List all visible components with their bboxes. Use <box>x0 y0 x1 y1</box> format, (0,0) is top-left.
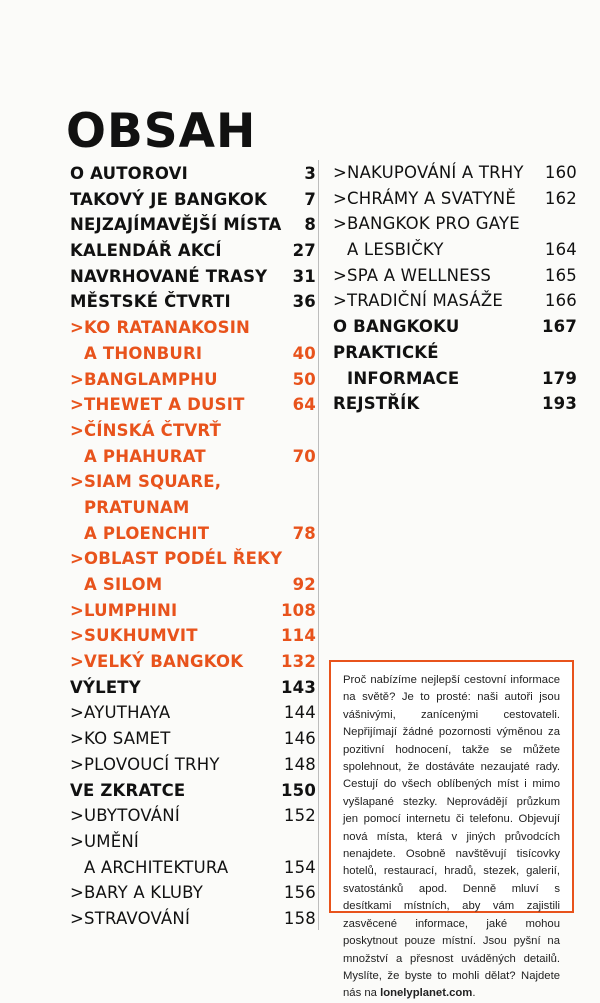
toc-entry[interactable] <box>70 803 316 829</box>
toc-page-number: 179 <box>541 368 577 388</box>
toc-entry[interactable] <box>70 572 316 598</box>
toc-entry-label: VE ZKRATCE <box>70 780 186 800</box>
toc-entry-label: >THEWET A DUSIT <box>70 395 245 415</box>
toc-page-number: 40 <box>292 343 316 363</box>
toc-page-number: 162 <box>544 188 577 208</box>
toc-entry-label: NAVRHOVANÉ TRASY <box>70 266 268 286</box>
toc-entry[interactable] <box>70 495 316 521</box>
toc-page-number: 108 <box>280 600 316 620</box>
toc-entry-label: REJSTŘÍK <box>333 394 420 414</box>
toc-entry-label: PRATUNAM <box>84 497 190 517</box>
toc-entry[interactable] <box>333 340 577 366</box>
toc-entry[interactable] <box>70 700 316 726</box>
toc-entry-label: MĚSTSKÉ ČTVRTI <box>70 292 231 312</box>
toc-page-number: 31 <box>292 266 316 286</box>
toc-entry-label: >BARY A KLUBY <box>70 883 204 903</box>
toc-page-number: 50 <box>292 369 316 389</box>
toc-entry[interactable] <box>70 444 316 470</box>
toc-page-number: 36 <box>292 292 316 312</box>
toc-entry[interactable] <box>70 649 316 675</box>
toc-entry[interactable] <box>333 237 577 263</box>
toc-entry[interactable] <box>333 391 577 417</box>
toc-entry[interactable] <box>70 315 316 341</box>
toc-entry-label: A SILOM <box>84 575 163 594</box>
toc-entry[interactable] <box>70 161 316 187</box>
toc-entry-label: >SIAM SQUARE, <box>70 472 222 492</box>
toc-entry[interactable] <box>70 469 316 495</box>
toc-entry-label: A PHAHURAT <box>84 446 206 466</box>
toc-page-number: 70 <box>292 446 316 466</box>
toc-entry-label: >BANGLAMPHU <box>70 369 218 389</box>
toc-entry-label: O AUTOROVI <box>70 164 188 183</box>
toc-entry[interactable] <box>70 906 316 932</box>
toc-entry[interactable] <box>70 829 316 855</box>
toc-page-number: 78 <box>292 523 316 543</box>
info-box-end: . <box>472 987 476 1000</box>
toc-page-number: 166 <box>544 291 577 311</box>
toc-right-column <box>333 160 577 417</box>
toc-entry[interactable] <box>70 392 316 418</box>
toc-entry[interactable] <box>70 778 316 804</box>
toc-entry-label: NEJZAJÍMAVĚJŠÍ MÍSTA <box>70 215 282 235</box>
toc-entry[interactable] <box>70 264 316 290</box>
toc-left-column <box>70 161 316 932</box>
toc-entry-label: >VELKÝ BANGKOK <box>70 652 244 672</box>
toc-page-number: 114 <box>280 626 316 646</box>
toc-page-number: 160 <box>544 163 577 182</box>
toc-entry[interactable] <box>70 623 316 649</box>
toc-page-number: 92 <box>292 575 316 594</box>
toc-entry[interactable] <box>70 726 316 752</box>
toc-entry-label: >ČÍNSKÁ ČTVRŤ <box>70 420 222 440</box>
toc-entry[interactable] <box>70 880 316 906</box>
toc-page-number: 167 <box>541 317 577 337</box>
toc-entry-label: >KO RATANAKOSIN <box>70 318 251 338</box>
toc-page-number: 152 <box>283 806 316 826</box>
toc-entry-label: O BANGKOKU <box>333 317 460 337</box>
toc-page-number: 132 <box>280 652 316 672</box>
toc-page-number: 64 <box>292 395 316 415</box>
toc-entry-label: >UMĚNÍ <box>70 831 139 851</box>
toc-page-number: 193 <box>541 394 577 414</box>
toc-entry-label: VÝLETY <box>70 677 141 697</box>
toc-entry[interactable] <box>70 598 316 624</box>
toc-entry[interactable] <box>333 288 577 314</box>
toc-page-number: 148 <box>283 754 316 774</box>
info-box-text: Proč nabízíme nejlepší cestovní informace na světě? Je to prosté: naši autoři jsou vášnivými, zanícenými cestovateli. Nepřijímají žádné pozornosti výměnou za pozitivní hodnocení, takže se můžete spolehnout, že dostáváte nezaujaté rady. Cestují do všech oblíbených míst i mimo vyšlapané stezky. Neprovádějí průzkum jen pomocí internetu či telefonu. Objevují nová místa, která v jiných průvodcích nenajdete. Osobně navštěvují tisícovky hotelů, restaurací, hradů, stezek, galerií, svatostánků apod. Denně mluví s desítkami místních, aby vám zajistili zasvěcené informace, jaké mohou poskytnout pouze místní. Jsou pyšní na množství a přesnost uváděných detailů. Myslíte, že byste to mohli dělat? Najdete nás na <box>343 674 560 1000</box>
toc-entry[interactable] <box>70 752 316 778</box>
toc-page-number: 158 <box>283 908 316 928</box>
toc-page-number: 7 <box>304 189 316 209</box>
toc-page-number: 150 <box>280 780 316 800</box>
toc-entry-label: TAKOVÝ JE BANGKOK <box>70 189 267 209</box>
toc-page-number: 8 <box>304 215 316 235</box>
toc-entry[interactable] <box>333 160 577 186</box>
toc-entry-label: KALENDÁŘ AKCÍ <box>70 241 222 261</box>
toc-entry[interactable] <box>70 289 316 315</box>
toc-entry-label: A ARCHITEKTURA <box>84 857 229 877</box>
toc-entry[interactable] <box>70 855 316 881</box>
toc-entry[interactable] <box>333 366 577 392</box>
toc-page-number: 143 <box>280 677 316 697</box>
toc-entry-label: >KO SAMET <box>70 729 171 749</box>
toc-page-number: 27 <box>292 241 316 261</box>
toc-entry[interactable] <box>70 341 316 367</box>
toc-entry-label: >TRADIČNÍ MASÁŽE <box>333 291 504 311</box>
website-link[interactable]: lonelyplanet.com <box>380 987 473 1000</box>
toc-entry[interactable] <box>70 546 316 572</box>
toc-page-number: 146 <box>283 729 316 749</box>
toc-entry[interactable] <box>333 186 577 212</box>
toc-entry-label: A PLOENCHIT <box>84 523 210 543</box>
toc-entry[interactable] <box>70 521 316 547</box>
toc-entry[interactable] <box>70 367 316 393</box>
toc-entry-label: A THONBURI <box>84 343 203 363</box>
toc-entry-label: >UBYTOVÁNÍ <box>70 806 180 826</box>
toc-page-number: 144 <box>283 703 316 723</box>
toc-entry-label: >PLOVOUCÍ TRHY <box>70 754 220 774</box>
page-title: OBSAH <box>66 104 257 159</box>
toc-page-number: 156 <box>283 883 316 903</box>
toc-page-number: 165 <box>544 265 577 285</box>
toc-page-number: 154 <box>283 857 316 877</box>
toc-entry[interactable] <box>70 238 316 264</box>
toc-entry-label: >LUMPHINI <box>70 600 178 620</box>
toc-entry-label: >STRAVOVÁNÍ <box>70 908 191 928</box>
toc-page-number: 3 <box>304 164 316 183</box>
toc-entry-label: A LESBIČKY <box>347 240 444 260</box>
toc-entry[interactable] <box>333 314 577 340</box>
toc-entry[interactable] <box>70 418 316 444</box>
toc-entry[interactable] <box>333 211 577 237</box>
info-box <box>329 660 574 1000</box>
toc-entry-label: >OBLAST PODÉL ŘEKY <box>70 549 283 569</box>
column-divider <box>318 160 319 930</box>
toc-entry[interactable] <box>333 263 577 289</box>
toc-entry[interactable] <box>70 675 316 701</box>
toc-entry-label: INFORMACE <box>347 368 460 388</box>
toc-entry-label: >SUKHUMVIT <box>70 626 198 646</box>
toc-entry-label: >SPA A WELLNESS <box>333 265 492 285</box>
toc-entry-label: >BANGKOK PRO GAYE <box>333 214 520 234</box>
toc-page-number: 164 <box>544 240 577 260</box>
toc-entry[interactable] <box>70 187 316 213</box>
toc-entry-label: PRAKTICKÉ <box>333 342 439 362</box>
toc-entry-label: >NAKUPOVÁNÍ A TRHY <box>333 163 524 182</box>
toc-entry-label: >AYUTHAYA <box>70 703 171 723</box>
toc-entry[interactable] <box>70 212 316 238</box>
toc-entry-label: >CHRÁMY A SVATYNĚ <box>333 188 516 208</box>
